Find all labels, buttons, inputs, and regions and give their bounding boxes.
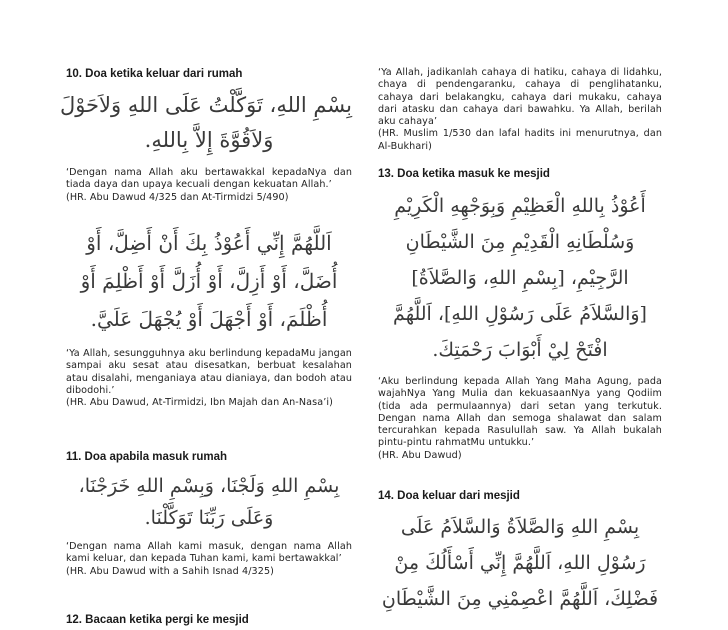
arabic-line: بِسْمِ اللهِ وَالصَّلاَةُ وَالسَّلاَمُ عَلَى bbox=[400, 516, 640, 538]
translation: ‘Ya Allah, sesungguhnya aku berlindung kepadaMu jangan sampai aku sesat atau disesatkan, berbuat kesalahan atau disalahi, menganiaya atau dianiaya, dan bodoh atau dibodohi.’ bbox=[66, 348, 352, 396]
section-13-arabic bbox=[378, 188, 662, 368]
section-13-heading: 13. Doa ketika masuk ke mesjid bbox=[378, 168, 550, 180]
arabic-line: أُظْلَمَ، أَوْ أَجْهَلَ أَوْ يُجْهَلَ عَلَيَّ. bbox=[90, 307, 328, 331]
section-11 bbox=[66, 451, 352, 463]
arabic-line: اَللَّهُمَّ إِنِّي أَعُوْذُ بِكَ أَنْ أَضِلَّ، أَوْ bbox=[86, 231, 332, 255]
section-11-text bbox=[66, 541, 352, 578]
section-10 bbox=[66, 68, 352, 80]
arabic-line: أُضَلَّ، أَوْ أَزِلَّ، أَوْ أُزَلَّ أَوْ أَظْلِمَ أَوْ bbox=[80, 269, 338, 293]
source: (HR. Abu Dawud with a Sahih Isnad 4/325) bbox=[66, 565, 274, 577]
section-10-heading: 10. Doa ketika keluar dari rumah bbox=[66, 68, 243, 80]
section-14-arabic bbox=[378, 509, 662, 617]
arabic-line: الرَّجِيْمِ، [بِسْمِ اللهِ، وَالصَّلاَةُ] bbox=[411, 267, 629, 289]
translation: ‘Dengan nama Allah kami masuk, dengan nama Allah kami keluar, dan kepada Tuhan kami, kami bertawakkal’ bbox=[66, 541, 352, 565]
section-14 bbox=[378, 490, 662, 502]
source: (HR. Abu Dawud, At-Tirmidzi, Ibn Majah dan An-Nasa’i) bbox=[66, 397, 333, 409]
arabic-line: وَلاَقُوَّةَ إِلاَّ بِاللهِ. bbox=[144, 128, 274, 152]
arabic-line: [وَالسَّلاَمُ عَلَى رَسُوْلِ اللهِ]، اَللَّهُمَّ bbox=[393, 303, 647, 325]
translation: ‘Ya Allah, jadikanlah cahaya di hatiku, cahaya di lidahku, chaya di pendengaranku, cahaya di penglihatanku, cahaya dari belakangku, cahaya dari mukaku, cahaya dari atasku dan cahaya dari bawahku. Ya Allah, berilah aku cahaya’ bbox=[378, 67, 662, 128]
arabic-line: وَسُلْطَانِهِ الْقَدِيْمِ مِنَ الشَّيْطَانِ bbox=[405, 231, 635, 253]
arabic-line: أَعُوْذُ بِاللهِ الْعَظِيْمِ وَبِوَجْهِهِ الْكَرِيْمِ bbox=[394, 195, 646, 217]
source: (HR. Abu Dawud 4/325 dan At-Tirmidzi 5/490) bbox=[66, 191, 289, 203]
section-10b-arabic bbox=[66, 224, 352, 338]
arabic-line: رَسُوْلِ اللهِ، اَللَّهُمَّ إِنِّي أَسْأَلُكَ مِنْ bbox=[394, 552, 646, 574]
section-11-heading: 11. Doa apabila masuk rumah bbox=[66, 451, 228, 463]
section-10-arabic bbox=[59, 88, 352, 158]
source: (HR. Muslim 1/530 dan lafal hadits ini menurutnya, dan Al-Bukhari) bbox=[378, 128, 662, 152]
section-14-heading: 14. Doa keluar dari mesjid bbox=[378, 490, 520, 502]
section-10b-text bbox=[66, 348, 352, 409]
section-12-continued bbox=[378, 67, 662, 153]
translation: ‘Aku berlindung kepada Allah Yang Maha Agung, pada wajahNya Yang Mulia dan kekuasaanNya yang Qodiim (tida ada permulaannya) dari setan yang terkutuk. Dengan nama Allah dan semoga shalawat dan salam tercurahkan kepada Rasulullah saw. Ya Allah bukalah pintu-pintu rahmatMu untukku.’ bbox=[378, 376, 662, 449]
section-11-arabic bbox=[66, 470, 352, 534]
translation: ‘Dengan nama Allah aku bertawakkal kepadaNya dan tiada daya dan upaya kecuali dengan kekuatan Allah.’ bbox=[66, 167, 352, 191]
section-12 bbox=[66, 614, 352, 626]
section-10-text bbox=[66, 167, 352, 204]
arabic-line: فَضْلِكَ، اَللَّهُمَّ اعْصِمْنِي مِنَ الشَّيْطَانِ bbox=[381, 588, 659, 610]
arabic-line: وَعَلَى رَبِّنَا تَوَكَّلْنَا. bbox=[144, 507, 274, 529]
section-12-heading: 12. Bacaan ketika pergi ke mesjid bbox=[66, 614, 249, 626]
arabic-line: افْتَحْ لِيْ أَبْوَابَ رَحْمَتِكَ. bbox=[432, 339, 608, 361]
source: (HR. Abu Dawud) bbox=[378, 449, 462, 461]
section-13-text bbox=[378, 376, 662, 462]
section-13 bbox=[378, 168, 662, 180]
arabic-line: بِسْمِ اللهِ، تَوَكَّلْتُ عَلَى اللهِ وَلاَحَوْلَ bbox=[59, 93, 352, 117]
arabic-line: بِسْمِ اللهِ وَلَجْنَا، وَبِسْمِ اللهِ خَرَجْنَا، bbox=[78, 475, 340, 497]
